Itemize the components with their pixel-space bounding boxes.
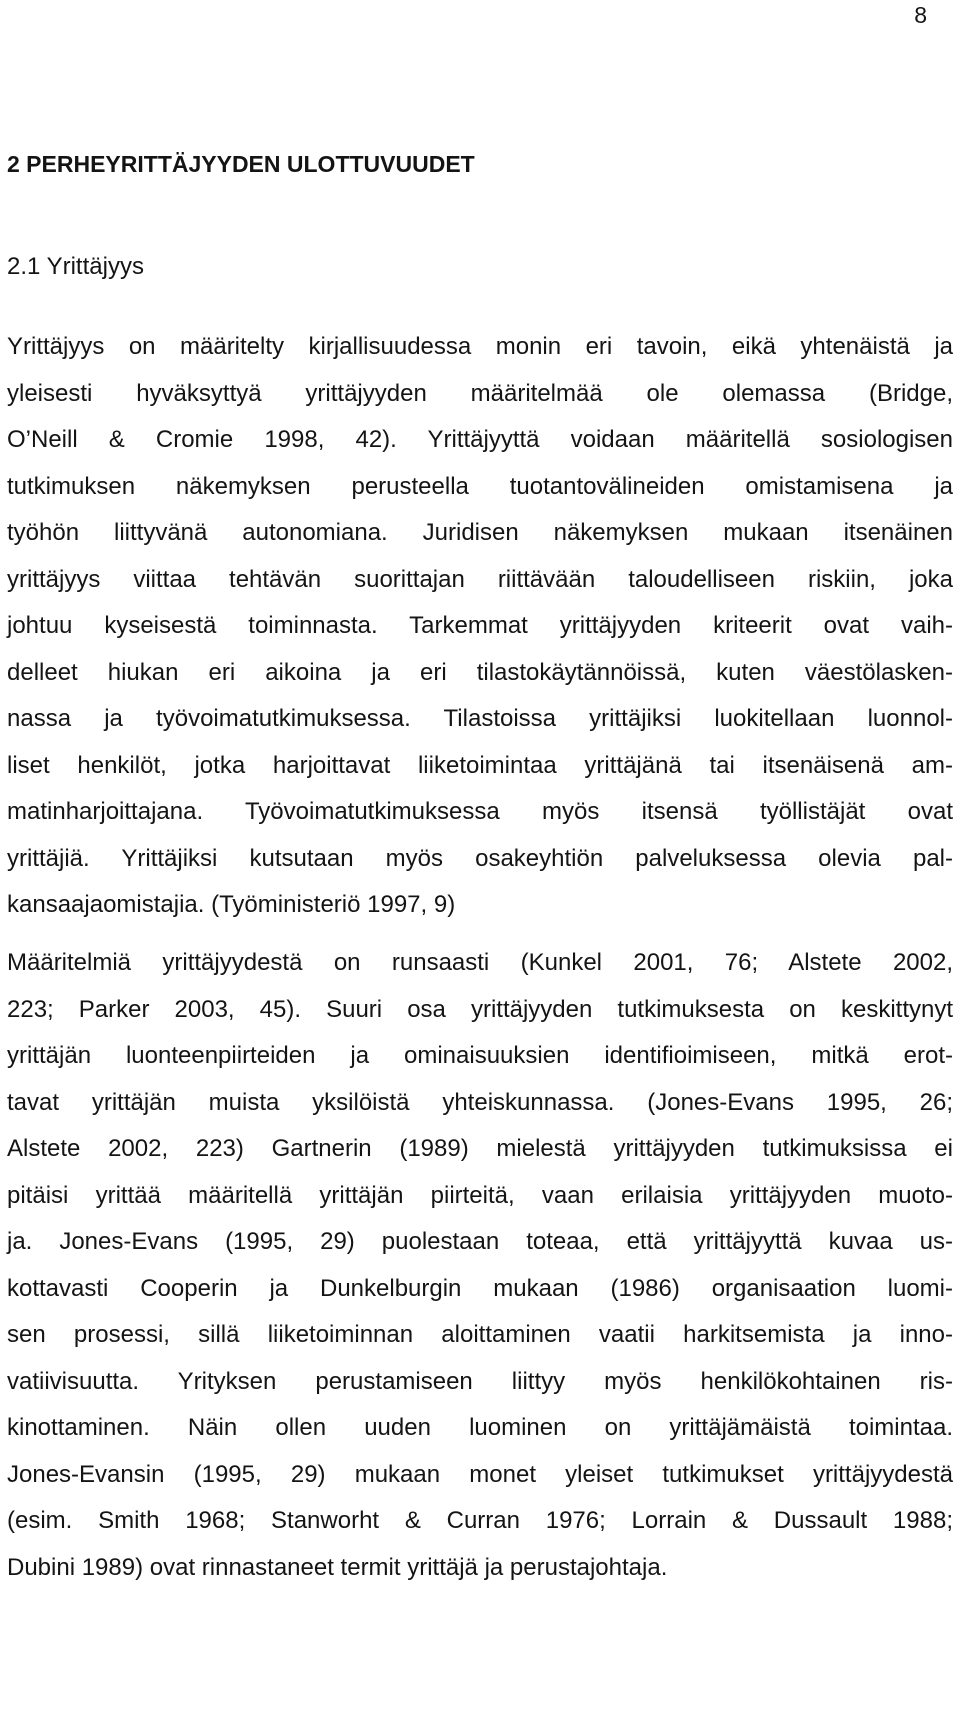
- text-line: johtuu kyseisestä toiminnasta. Tarkemmat yrittäjyyden kriteerit ovat vaih-: [7, 612, 953, 639]
- text-line: 223; Parker 2003, 45). Suuri osa yrittäjyyden tutkimuksesta on keskittynyt: [7, 995, 953, 1023]
- text-line: tavat yrittäjän muista yksilöistä yhteiskunnassa. (Jones-Evans 1995, 26;: [7, 1088, 953, 1116]
- text-line: (esim. Smith 1968; Stanworht & Curran 1976; Lorrain & Dussault 1988;: [7, 1507, 953, 1534]
- text-line: O’Neill & Cromie 1998, 42). Yrittäjyyttä voidaan määritellä sosiologisen: [7, 426, 953, 453]
- text-line: delleet hiukan eri aikoina ja eri tilastokäytännöissä, kuten väestölasken-: [7, 658, 953, 686]
- text-line: kinottaminen. Näin ollen uuden luominen on yrittäjämäistä toimintaa.: [7, 1414, 953, 1441]
- page-number: 8: [914, 2, 927, 28]
- text-line: yrittäjyys viittaa tehtävän suorittajan riittävään taloudelliseen riskiin, joka: [7, 565, 953, 593]
- text-line: pitäisi yrittää määritellä yrittäjän piirteitä, vaan erilaisia yrittäjyyden muoto-: [7, 1181, 953, 1209]
- text-line: vatiivisuutta. Yrityksen perustamiseen liittyy myös henkilökohtainen ris-: [7, 1367, 953, 1395]
- section-title: 2.1 Yrittäjyys: [7, 253, 144, 280]
- chapter-title: 2 PERHEYRITTÄJYYDEN ULOTTUVUUDET: [7, 151, 475, 177]
- text-line: nassa ja työvoimatutkimuksessa. Tilastoissa yrittäjiksi luokitellaan luonnol-: [7, 705, 953, 732]
- text-line: ja. Jones-Evans (1995, 29) puolestaan toteaa, että yrittäjyyttä kuvaa us-: [7, 1228, 953, 1255]
- text-line: Dubini 1989) ovat rinnastaneet termit yrittäjä ja perustajohtaja.: [7, 1553, 668, 1581]
- text-line: yleisesti hyväksyttyä yrittäjyyden määritelmää ole olemassa (Bridge,: [7, 379, 953, 407]
- text-line: matinharjoittajana. Työvoimatutkimuksessa myös itsensä työllistäjät ovat: [7, 798, 953, 825]
- text-line: sen prosessi, sillä liiketoiminnan aloittaminen vaatii harkitsemista ja inno-: [7, 1321, 953, 1348]
- text-line: kansaajaomistajia. (Työministeriö 1997, 9): [7, 891, 456, 918]
- text-line: yrittäjän luonteenpiirteiden ja ominaisuuksien identifioimiseen, mitkä erot-: [7, 1042, 953, 1069]
- text-line: Alstete 2002, 223) Gartnerin (1989) mielestä yrittäjyyden tutkimuksissa ei: [7, 1135, 953, 1162]
- text-line: yrittäjiä. Yrittäjiksi kutsutaan myös osakeyhtiön palveluksessa olevia pal-: [7, 844, 953, 872]
- text-line: Yrittäjyys on määritelty kirjallisuudessa monin eri tavoin, eikä yhtenäistä ja: [7, 333, 953, 360]
- text-line: kottavasti Cooperin ja Dunkelburgin mukaan (1986) organisaation luomi-: [7, 1274, 953, 1302]
- text-line: liset henkilöt, jotka harjoittavat liiketoimintaa yrittäjänä tai itsenäisenä am-: [7, 751, 953, 779]
- text-line: työhön liittyvänä autonomiana. Juridisen näkemyksen mukaan itsenäinen: [7, 519, 953, 546]
- text-line: Määritelmiä yrittäjyydestä on runsaasti (Kunkel 2001, 76; Alstete 2002,: [7, 949, 953, 976]
- text-line: Jones-Evansin (1995, 29) mukaan monet yleiset tutkimukset yrittäjyydestä: [7, 1460, 953, 1488]
- text-line: tutkimuksen näkemyksen perusteella tuotantovälineiden omistamisena ja: [7, 472, 953, 500]
